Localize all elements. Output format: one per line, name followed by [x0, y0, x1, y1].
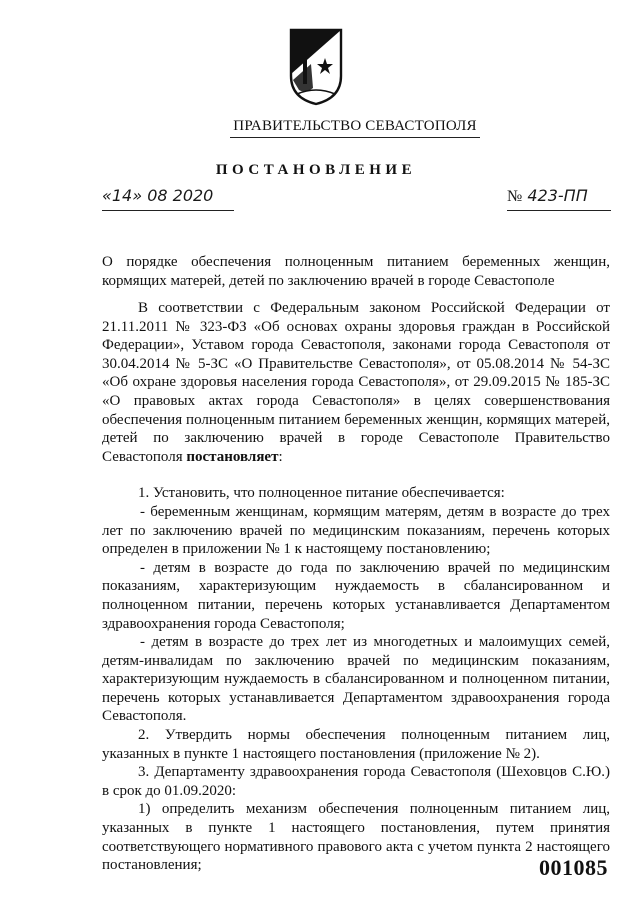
document-number: 423-ПП [527, 186, 588, 205]
preamble [102, 299, 610, 466]
sevastopol-coat-of-arms-icon [287, 28, 345, 106]
preamble-end: : [278, 448, 283, 465]
clause-3-item-1: 1) определить механизм обеспечения полноценным питанием лиц, указанных в пункте 1 настоящего постановления, путем принятия соответствующего нормативного правового акта с учетом пункта 2 настоящего постановления; [102, 801, 610, 874]
document-type: ПОСТАНОВЛЕНИЕ [215, 162, 417, 178]
clause-2: 2. Утвердить нормы обеспечения полноценным питанием лиц, указанных в пункте 1 настоящего постановления (приложение № 2). [102, 727, 610, 762]
clause-1: 1. Установить, что полноценное питание обеспечивается: [138, 485, 505, 502]
clause-1-item-3: - детям в возрасте до трех лет из многодетных и малоимущих семей, детям-инвалидам по заключению врачей по медицинским показаниям, характеризующим нуждаемость в сбалансированном и полноценном питании, перечень которых устанавливается Департаментом здравоохранения города Севастополя. [102, 634, 610, 725]
preamble-bold: постановляет [186, 448, 279, 465]
document-date: «14» 08 2020 [102, 186, 214, 205]
number-sign: № [507, 188, 523, 205]
clause-1-item-1: - беременным женщинам, кормящим матерям, детям в возрасте до трех лет по заключению врачей по медицинским показаниям, перечень которых определен в приложении № 1 к настоящему постановлению; [102, 503, 610, 558]
government-name: ПРАВИТЕЛЬСТВО СЕВАСТОПОЛЯ [230, 118, 480, 138]
document-date-field [102, 186, 234, 211]
document-body [102, 299, 610, 875]
preamble-main: В соответствии с Федеральным законом Российской Федерации от 21.11.2011 № 323-ФЗ «Об основах охраны здоровья граждан в Российской Федерации», Уставом города Севастополя, законами города Севастополя от 30.04.2014 № 5-ЗС «О Правительстве Севастополя», от 05.08.2014 № 54-ЗС «Об охране здоровья населения города Севастополя», от 29.09.2015 № 185-ЗС «О правовых актах города Севастополя» в целях совершенствования обеспечения полноценным питанием беременных женщин, кормящих матерей, детей по заключению врачей в городе Севастополе Правительство Севастополя [102, 300, 610, 465]
clause-3: 3. Департаменту здравоохранения города Севастополя (Шеховцов С.Ю.) в срок до 01.09.2020: [102, 764, 610, 799]
document-title: О порядке обеспечения полноценным питанием беременных женщин, кормящих матерей, детей по заключению врачей в городе Севастополе [102, 254, 610, 289]
clause-1-item-2: - детям в возрасте до года по заключению врачей по медицинским показаниям, характеризующим нуждаемость в сбалансированном и полноценном питании, перечень которых устанавливается Департаментом здравоохранения города Севастополя; [102, 559, 610, 632]
document-number-field [507, 186, 611, 211]
serial-number: 001085 [539, 855, 608, 880]
